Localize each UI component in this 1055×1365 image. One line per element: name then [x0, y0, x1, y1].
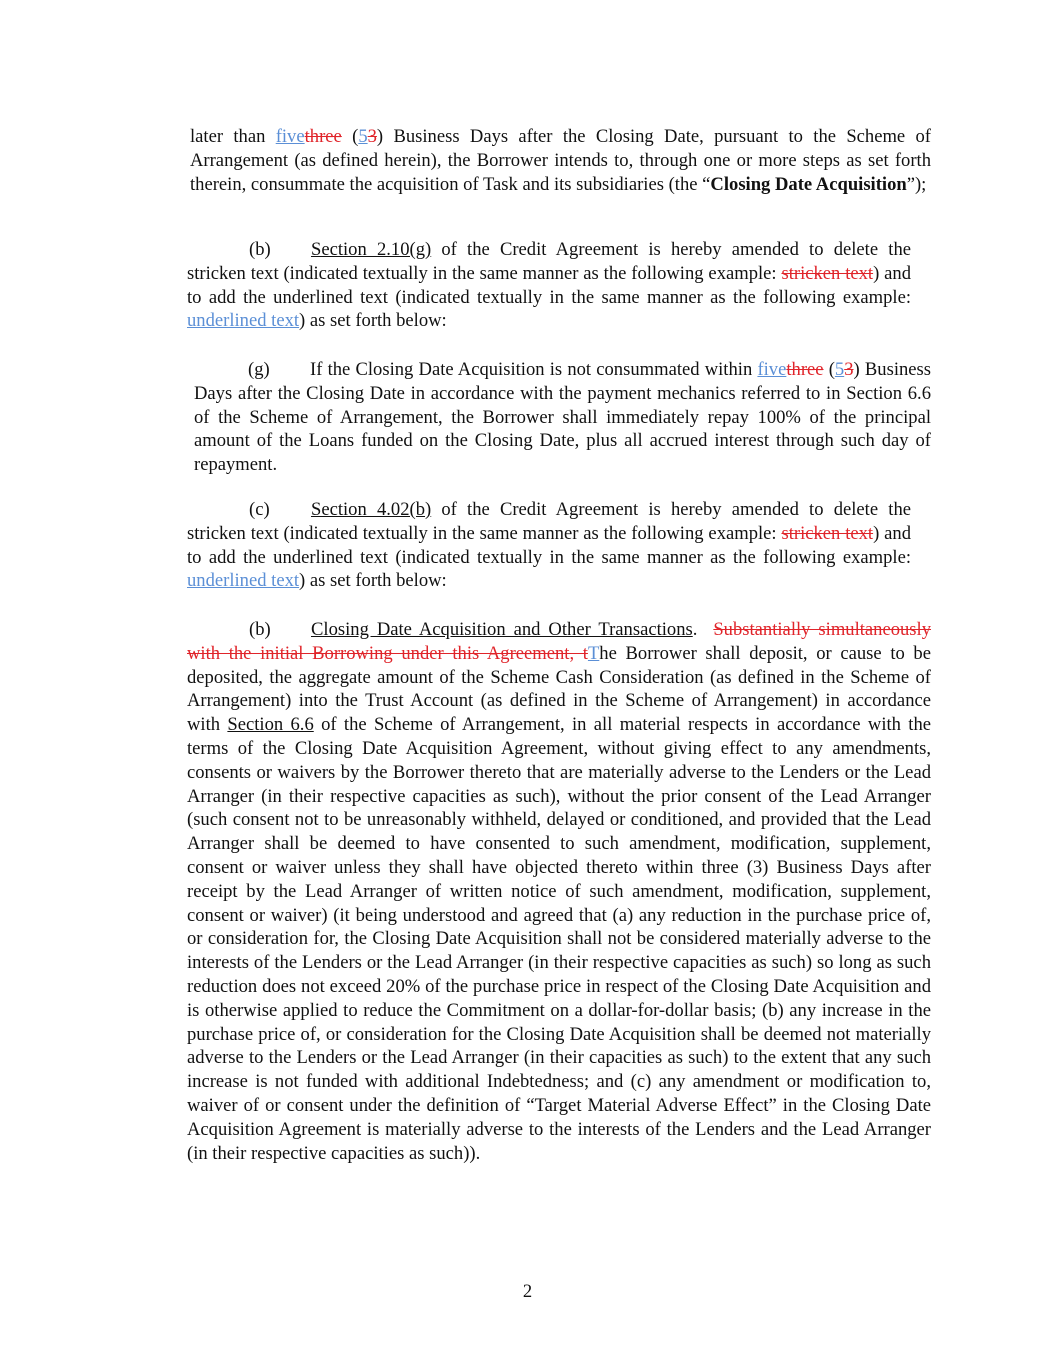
- text-run: If the Closing Date Acquisition is not consummated within: [310, 359, 758, 380]
- paragraph-amendment-b: [187, 238, 911, 333]
- inserted-text: 5: [358, 126, 368, 147]
- text-run: of the Scheme of Arrangement, in all material respects in accordance with the terms of the Closing Date Acquisition Agreement, without giving effect to any amendments, consents or waivers by the Borrower thereto that are materially adverse to the Lenders or the Lead Arranger (in their respective capacities as such), without the prior consent of the Lead Arranger (such consent not to be unreasonably withheld, delayed or conditioned, and provided that the Lead Arranger shall be deemed to have consented to such amendment, modification, supplement, consent or waiver unless they shall have objected thereto within three (3) Business Days after receipt by the Lead Arranger of written notice of such amendment, modification, supplement, consent or waiver) (it being understood and agreed that (a) any reduction in the purchase price of, or consideration for, the Closing Date Acquisition shall not be considered materially adverse to the interests of the Lenders or the Lead Arranger (in their respective capacities as such) so long as such reduction does not exceed 20% of the purchase price in respect of the Closing Date Acquisition and is otherwise applied to reduce the Commitment on a dollar-for-dollar basis; (b) any increase in the purchase price of, or consideration for the Closing Date Acquisition shall be deemed not materially adverse to the Lenders or the Lead Arranger (in their capacities as such) to the extent that any such increase is not funded with additional Indebtedness; and (c) any amendment or modification to, waiver of or consent under the definition of “Target Material Adverse Effect” in the Closing Date Acquisition Agreement is materially adverse to the interests of the Lenders and the Lead Arranger (in their respective capacities as such)).: [187, 714, 931, 1164]
- text-run: ) Business Days after the Closing Date, pursuant to the Scheme of Arrangement (as defined herein), the Borrower intends to, through one or more steps as set forth therein, consummate the acquisition of Task and its subsidiaries (the “: [190, 126, 931, 195]
- text-run: he Borrower shall deposit, or cause to be deposited, the aggregate amount of the Scheme Cash Consideration (as defined in the Scheme of Arrangement) into the Trust Account (as defined in the Scheme of Arrangement) in accordance with: [187, 642, 931, 736]
- clause-label: (c): [249, 499, 270, 520]
- clause-label: (b): [249, 619, 271, 640]
- clause-heading: Closing Date Acquisition and Other Transactions: [311, 619, 693, 640]
- paragraph-section-2-10-g-text: [194, 358, 931, 477]
- inserted-text: T: [587, 642, 600, 664]
- inserted-text: five: [757, 359, 787, 380]
- deleted-text: three: [786, 359, 824, 380]
- text-run: (: [341, 126, 359, 147]
- inserted-text-example: underlined text: [187, 570, 300, 592]
- text-run: .: [692, 619, 714, 640]
- inserted-text: five: [275, 126, 305, 147]
- text-run: ) as set forth below:: [299, 570, 447, 592]
- page-number: 2: [522, 1281, 533, 1302]
- inserted-text: 5: [834, 359, 845, 380]
- section-reference: Section 6.6: [227, 714, 314, 736]
- section-reference: Section 2.10(g): [311, 239, 432, 260]
- deleted-text-example: stricken text: [781, 522, 874, 544]
- paragraph-amendment-c: [187, 498, 911, 593]
- clause-label: (b): [249, 239, 271, 260]
- text-run: of the Credit Agreement is hereby amended to delete the stricken text (indicated textually in the same manner as the following example:: [187, 499, 912, 544]
- paragraph-section-4-02-b-text: [187, 618, 931, 1165]
- deleted-text: three: [304, 126, 342, 147]
- paragraph-closing-date-acquisition-definition: [190, 125, 931, 196]
- text-run: ) and to add the underlined text (indicated textually in the same manner as the following example:: [187, 522, 912, 568]
- deleted-text: 3: [844, 359, 854, 380]
- deleted-text: Substantially simultaneously with the initial Borrowing under this Agreement, t: [187, 619, 932, 664]
- text-run: ) and to add the underlined text (indicated textually in the same manner as the following example:: [187, 262, 912, 308]
- section-reference: Section 4.02(b): [311, 499, 432, 520]
- text-run: of the Credit Agreement is hereby amended to delete the stricken text (indicated textually in the same manner as the following example:: [187, 239, 912, 284]
- deleted-text-example: stricken text: [781, 262, 874, 284]
- text-run: ) as set forth below:: [299, 310, 447, 332]
- inserted-text-example: underlined text: [187, 310, 300, 332]
- defined-term: Closing Date Acquisition: [710, 173, 907, 195]
- text-run: ”);: [906, 173, 927, 195]
- text-run: later than: [190, 126, 276, 147]
- deleted-text: 3: [367, 126, 377, 147]
- clause-label: (g): [248, 359, 270, 380]
- text-run: (: [823, 359, 835, 380]
- text-run: ) Business Days after the Closing Date in accordance with the payment mechanics referred to in Section 6.6 of the Scheme of Arrangement, the Borrower shall immediately repay 100% of the principal amount of the Loans funded on the Closing Date, plus all accrued interest through such day of repayment.: [194, 359, 932, 476]
